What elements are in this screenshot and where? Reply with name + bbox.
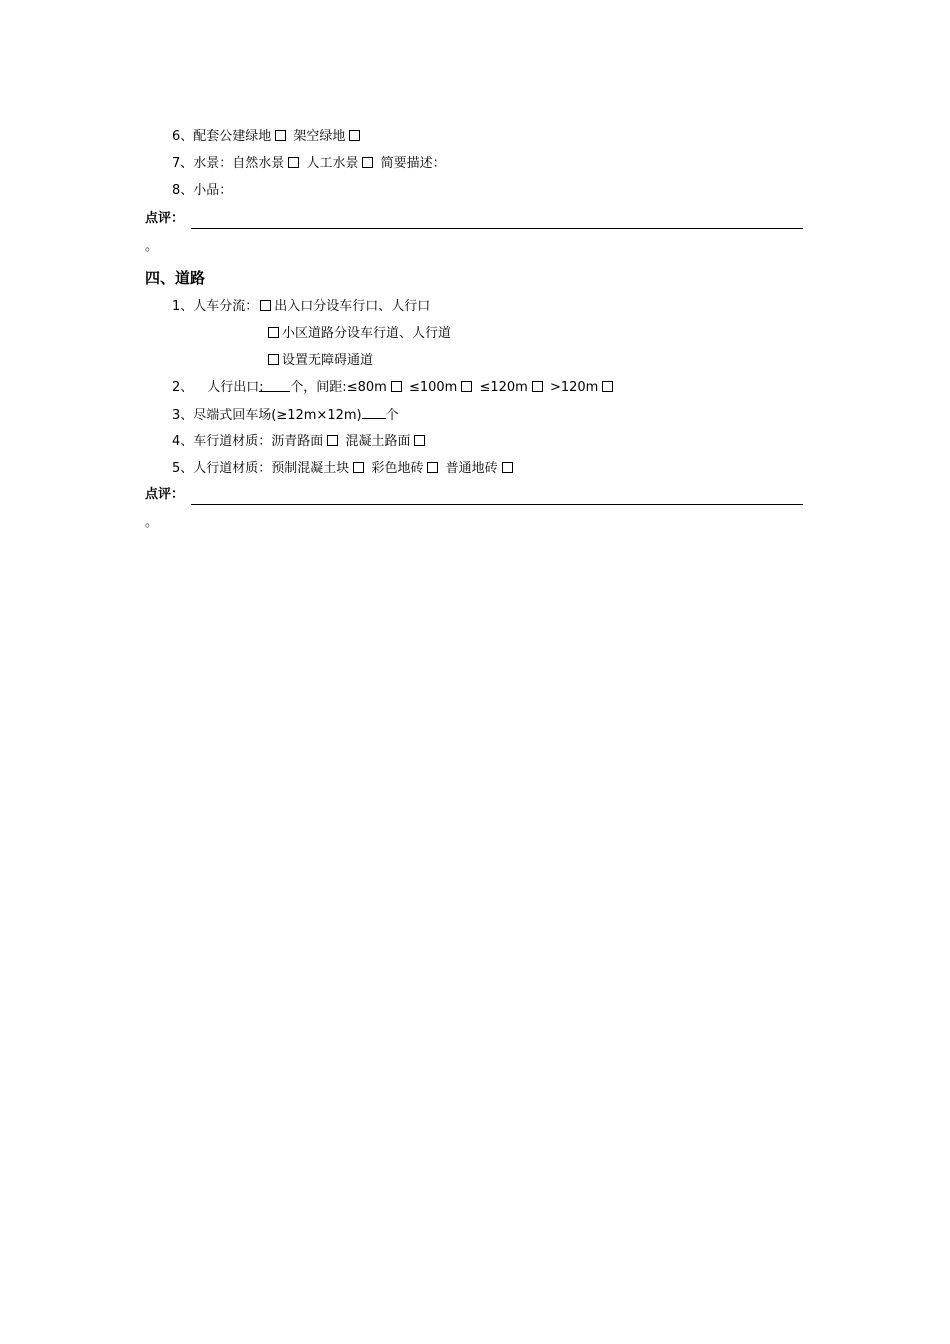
spacing-opt-4: >120m	[549, 380, 599, 395]
item-8-line	[172, 182, 232, 200]
item-1-option-1: 出入口分设车行口、人行口	[274, 299, 431, 314]
checkbox-spacing-100[interactable]	[461, 381, 472, 392]
item-4-line	[172, 433, 428, 451]
item-6-line	[172, 128, 363, 146]
checkbox-spacing-120[interactable]	[532, 381, 543, 392]
checkbox-spacing-over-120[interactable]	[602, 381, 613, 392]
item-1-option-3: 设置无障碍通道	[282, 353, 374, 368]
checkbox-concrete[interactable]	[414, 435, 425, 446]
item-7-label: 7、水景：	[172, 156, 233, 171]
comment-line-1[interactable]	[191, 228, 803, 229]
item-5-line	[172, 460, 516, 478]
comment-label-2: 点评：	[145, 487, 185, 502]
spacing-opt-2: ≤100m	[408, 380, 458, 395]
checkbox-ordinary-tile[interactable]	[502, 462, 513, 473]
comment-line-2[interactable]	[191, 504, 803, 505]
item-1-label: 1、人车分流：	[172, 299, 259, 314]
item-1-option-3-line	[268, 352, 373, 370]
item-1-option-2-line	[268, 325, 451, 343]
checkbox-natural-water[interactable]	[288, 157, 299, 168]
end-mark-1: 。	[145, 239, 159, 254]
checkbox-separate-entrances[interactable]	[260, 300, 271, 311]
checkbox-spacing-80[interactable]	[391, 381, 402, 392]
item-6-label: 6、配套公建绿地	[172, 129, 272, 144]
turnaround-count-blank[interactable]	[362, 406, 386, 419]
item-7-option-1: 自然水景	[232, 156, 285, 171]
item-3-unit: 个	[385, 408, 399, 423]
item-2-text: 人行出口	[207, 380, 260, 395]
checkbox-artificial-water[interactable]	[362, 157, 373, 168]
road-material-opt-1: 沥青路面	[271, 434, 324, 449]
item-1-line	[172, 298, 430, 316]
checkbox-accessible-path[interactable]	[268, 354, 279, 365]
walk-material-opt-2: 彩色地砖	[371, 461, 424, 476]
road-material-opt-2: 混凝土路面	[345, 434, 411, 449]
spacing-opt-3: ≤120m	[479, 380, 528, 395]
pedestrian-exit-count-blank[interactable]	[259, 379, 290, 395]
item-5-label: 5、人行道材质：	[172, 461, 272, 476]
checkbox-asphalt[interactable]	[327, 435, 338, 446]
item-7-option-2: 人工水景	[306, 156, 359, 171]
item-3-label: 3、尽端式回车场(≥12m×12m)	[172, 408, 362, 423]
item-1-option-2: 小区道路分设车行道、人行道	[282, 326, 452, 341]
checkbox-public-green[interactable]	[275, 130, 286, 141]
checkbox-separate-roads[interactable]	[268, 327, 279, 338]
walk-material-opt-1: 预制混凝土块	[271, 461, 350, 476]
checkbox-precast-block[interactable]	[353, 462, 364, 473]
section-heading-road: 四、道路	[145, 269, 206, 287]
checkbox-elevated-green[interactable]	[349, 130, 360, 141]
walk-material-opt-3: 普通地砖	[445, 461, 498, 476]
item-2-line	[172, 379, 616, 397]
item-2-label: 2、	[172, 380, 194, 395]
item-7-tail: 简要描述：	[380, 156, 446, 171]
end-mark-2: 。	[145, 515, 159, 530]
item-7-line	[172, 155, 446, 173]
checkbox-colored-tile[interactable]	[427, 462, 438, 473]
item-2-unit: 个，间距:	[290, 380, 347, 395]
item-4-label: 4、车行道材质：	[172, 434, 272, 449]
item-6-option-2: 架空绿地	[293, 129, 346, 144]
blank-colon: :	[259, 380, 264, 395]
comment-label-1: 点评：	[145, 211, 185, 226]
item-3-line	[172, 406, 399, 425]
item-8-label: 8、小品：	[172, 183, 233, 198]
spacing-opt-1: ≤80m	[346, 380, 387, 395]
